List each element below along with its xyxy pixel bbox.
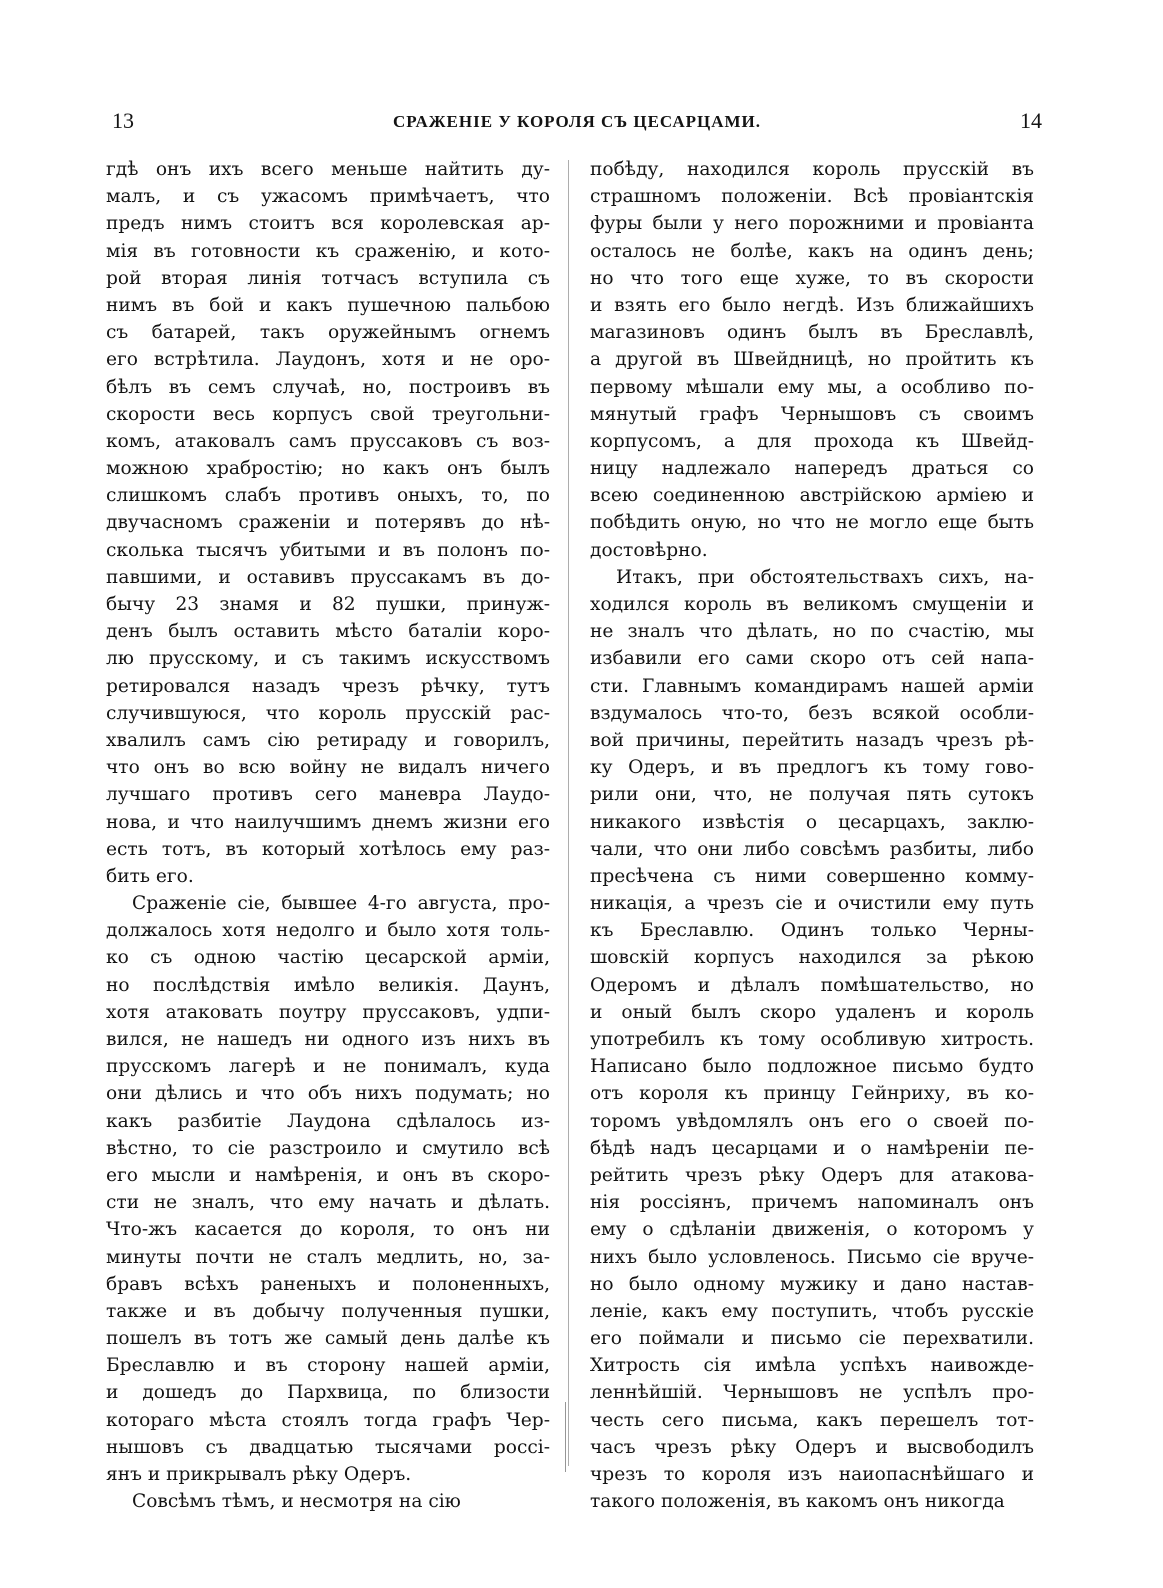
text-line: денъ былъ оставить мѣсто баталіи коро- bbox=[106, 621, 550, 643]
text-line: побѣдить оную, но что не могло еще быть bbox=[590, 512, 1034, 534]
text-line: скорости весь корпусъ свой треугольни- bbox=[106, 403, 550, 425]
text-line: бѣлъ въ семъ случаѣ, но, построивъ въ bbox=[106, 376, 550, 398]
text-line: всею соединенною австрійскою арміею и bbox=[590, 485, 1034, 507]
text-line: бравъ всѣхъ раненыхъ и полоненныхъ, bbox=[106, 1273, 550, 1295]
text-line: сти не зналъ, что ему начать и дѣлать. bbox=[106, 1192, 550, 1214]
text-line: побѣду, находился король прусскій въ bbox=[590, 159, 1034, 180]
text-line: корпусомъ, а для прохода къ Швейд- bbox=[590, 430, 1034, 452]
text-line: его мысли и намѣренія, и онъ въ скоро- bbox=[106, 1164, 550, 1186]
text-line: достовѣрно. bbox=[590, 539, 708, 561]
text-line: часъ чрезъ рѣку Одеръ и высвободилъ bbox=[590, 1436, 1034, 1458]
text-line: вѣстно, то сіе разстроило и смутило всѣ bbox=[106, 1137, 550, 1159]
text-line: вился, не нашедъ ни одного изъ нихъ въ bbox=[106, 1029, 550, 1050]
column-divider-mark bbox=[565, 1402, 566, 1472]
text-line: съ батарей, такъ оружейнымъ огнемъ bbox=[106, 322, 550, 344]
text-line: пресѣчена съ ними совершенно комму- bbox=[590, 865, 1034, 887]
text-line: нышовъ съ двадцатью тысячами россі- bbox=[106, 1436, 550, 1458]
text-line: его встрѣтила. Лаудонъ, хотя и не оро- bbox=[106, 349, 550, 371]
text-line: павшими, и оставивъ пруссакамъ въ до- bbox=[106, 566, 550, 588]
text-line: страшномъ положеніи. Всѣ провіантскія bbox=[590, 186, 1034, 208]
text-line: ку Одеръ, и въ предлогъ къ тому гово- bbox=[590, 757, 1034, 779]
text-line: нія россіянъ, причемъ напоминалъ онъ bbox=[590, 1192, 1034, 1214]
text-line: Хитрость сія имѣла успѣхъ наивожде- bbox=[590, 1355, 1034, 1377]
text-line: такого положенія, въ какомъ онъ никогда bbox=[590, 1491, 1005, 1513]
text-line: минуты почти не сталъ медлить, но, за- bbox=[106, 1246, 550, 1268]
text-line: должалось хотя недолго и было хотя толь- bbox=[106, 920, 550, 942]
text-line: пошелъ въ тотъ же самый день далѣе къ bbox=[106, 1328, 550, 1350]
column-divider bbox=[568, 160, 569, 1466]
text-line: Сраженіе сіе, бывшее 4-го августа, про- bbox=[132, 893, 550, 915]
text-line: Совсѣмъ тѣмъ, и несмотря на сію bbox=[132, 1491, 461, 1513]
text-line: что онъ во всю войну не видалъ ничего bbox=[106, 757, 550, 779]
text-line: нова, и что наилучшимъ днемъ жизни его bbox=[106, 811, 550, 833]
text-line: никакого извѣстія о цесарцахъ, заклю- bbox=[590, 811, 1034, 833]
text-line: торомъ увѣдомлялъ онъ его о своей по- bbox=[590, 1110, 1034, 1132]
text-line: ему о сдѣланіи движенія, о которомъ у bbox=[590, 1219, 1034, 1241]
text-line: предъ нимъ стоитъ вся королевская ар- bbox=[106, 213, 550, 235]
text-line: шовскій корпусъ находился за рѣкою bbox=[590, 947, 1034, 969]
text-line: также и въ добычу полученныя пушки, bbox=[106, 1300, 550, 1322]
text-line: гдѣ онъ ихъ всего меньше найтить ду- bbox=[106, 159, 550, 180]
text-line: первому мѣшали ему мы, а особливо по- bbox=[590, 376, 1034, 398]
text-line: не зналъ что дѣлать, но по счастію, мы bbox=[590, 621, 1034, 643]
text-line: никація, а чрезъ сіе и очистили ему путь bbox=[590, 893, 1034, 915]
text-line: но было одному мужику и дано настав- bbox=[590, 1273, 1034, 1295]
text-line: хотя атаковать поутру пруссаковъ, удпи- bbox=[106, 1001, 550, 1023]
text-line: можною храбростію; но какъ онъ былъ bbox=[106, 458, 550, 480]
text-line: фуры были у него порожними и провіанта bbox=[590, 213, 1034, 235]
text-line: нихъ было условленось. Письмо сіе вруче- bbox=[590, 1246, 1034, 1268]
text-line: малъ, и съ ужасомъ примѣчаетъ, что bbox=[106, 186, 550, 208]
text-line: есть тотъ, въ который хотѣлось ему раз- bbox=[106, 838, 550, 860]
text-line: вздумалось что-то, безъ всякой особли- bbox=[590, 702, 1034, 724]
text-line: отъ короля къ принцу Гейнриху, въ ко- bbox=[590, 1083, 1034, 1105]
text-line: бычу 23 знамя и 82 пушки, принуж- bbox=[106, 594, 550, 615]
text-line: ретировался назадъ чрезъ рѣчку, тутъ bbox=[106, 675, 550, 697]
text-line: двучасномъ сраженіи и потерявъ до нѣ- bbox=[106, 512, 550, 534]
text-line: Бреславлю и въ сторону нашей арміи, bbox=[106, 1355, 550, 1377]
text-line: случившуюся, что король прусскій рас- bbox=[106, 702, 550, 724]
text-line: избавили его сами скоро отъ сей напа- bbox=[590, 648, 1034, 670]
text-line: магазиновъ одинъ былъ въ Бреславлѣ, bbox=[590, 322, 1034, 344]
text-line: честь сего письма, какъ перешелъ тот- bbox=[590, 1409, 1034, 1431]
text-line: мія въ готовности къ сраженію, и кото- bbox=[106, 240, 550, 262]
text-line: комъ, атаковалъ самъ пруссаковъ съ воз- bbox=[106, 430, 550, 452]
text-line: рили они, что, не получая пять сутокъ bbox=[590, 784, 1034, 806]
text-line: леніе, какъ ему поступить, чтобъ русскіе bbox=[590, 1300, 1034, 1322]
left-page-number: 13 bbox=[112, 108, 134, 133]
text-line: чрезъ то короля изъ наиопаснѣйшаго и bbox=[590, 1464, 1034, 1485]
text-line: какъ разбитіе Лаудона сдѣлалось из- bbox=[106, 1110, 550, 1132]
text-line: хвалилъ самъ сію ретираду и говорилъ, bbox=[106, 729, 550, 751]
text-line: и дошедъ до Пархвица, по близости bbox=[106, 1382, 550, 1404]
text-line: Итакъ, при обстоятельствахъ сихъ, на- bbox=[616, 566, 1034, 588]
text-line: рейтить чрезъ рѣку Одеръ для атакова- bbox=[590, 1164, 1034, 1186]
text-line: вой причины, перейтить назадъ чрезъ рѣ- bbox=[590, 729, 1034, 751]
text-line: ко съ одною частію цесарской арміи, bbox=[106, 947, 550, 969]
text-line: бить его. bbox=[106, 865, 194, 887]
left-text-column bbox=[106, 156, 550, 1515]
text-line: котораго мѣста стоялъ тогда графъ Чер- bbox=[106, 1409, 550, 1431]
text-line: сти. Главнымъ командирамъ нашей арміи bbox=[590, 675, 1034, 697]
text-line: бѣдѣ надъ цесарцами и о намѣреніи пе- bbox=[590, 1137, 1034, 1159]
right-text-column bbox=[590, 156, 1034, 1515]
text-line: ницу надлежало напередъ драться со bbox=[590, 458, 1034, 480]
text-line: лучшаго противъ сего маневра Лаудо- bbox=[106, 784, 550, 806]
text-line: янъ и прикрывалъ рѣку Одеръ. bbox=[106, 1464, 412, 1485]
page-header bbox=[112, 108, 1042, 142]
text-line: леннѣйшій. Чернышовъ не успѣлъ про- bbox=[590, 1382, 1034, 1404]
text-line: лю прусскому, и съ такимъ искусствомъ bbox=[106, 648, 550, 670]
text-line: слишкомъ слабъ противъ оныхъ, то, по bbox=[106, 485, 550, 507]
text-line: и взять его было негдѣ. Изъ ближайшихъ bbox=[590, 294, 1034, 316]
text-line: Что-жъ касается до короля, то онъ ни bbox=[106, 1219, 550, 1241]
text-line: употребилъ къ тому особливую хитрость. bbox=[590, 1029, 1034, 1050]
right-page-number: 14 bbox=[1020, 108, 1042, 133]
running-title: СРАЖЕНІЕ У КОРОЛЯ СЪ ЦЕСАРЦАМИ. bbox=[392, 112, 762, 131]
text-line: чали, что они либо совсѣмъ разбиты, либо bbox=[590, 838, 1034, 860]
text-line: нимъ въ бой и какъ пушечною пальбою bbox=[106, 294, 550, 316]
text-line: сколька тысячъ убитыми и въ полонъ по- bbox=[106, 539, 550, 561]
text-line: его поймали и письмо сіе перехватили. bbox=[590, 1328, 1034, 1350]
text-line: но послѣдствія имѣло великія. Даунъ, bbox=[106, 974, 550, 996]
text-line: а другой въ Швейдницѣ, но пройтить къ bbox=[590, 349, 1034, 371]
text-line: прусскомъ лагерѣ и не понималъ, куда bbox=[106, 1056, 550, 1078]
text-line: они дѣлись и что объ нихъ подумать; но bbox=[106, 1083, 550, 1105]
text-line: и оный былъ скоро удаленъ и король bbox=[590, 1001, 1034, 1023]
text-line: Написано было подложное письмо будто bbox=[590, 1056, 1034, 1078]
text-line: осталось не болѣе, какъ на одинъ день; bbox=[590, 240, 1034, 262]
text-line: но что того еще хуже, то въ скорости bbox=[590, 267, 1034, 289]
text-line: мянутый графъ Чернышовъ съ своимъ bbox=[590, 403, 1034, 425]
text-line: рой вторая линія тотчасъ вступила съ bbox=[106, 267, 550, 289]
text-line: ходился король въ великомъ смущеніи и bbox=[590, 594, 1034, 615]
text-line: Одеромъ и дѣлалъ помѣшательство, но bbox=[590, 974, 1034, 996]
text-line: къ Бреславлю. Одинъ только Черны- bbox=[590, 920, 1034, 942]
